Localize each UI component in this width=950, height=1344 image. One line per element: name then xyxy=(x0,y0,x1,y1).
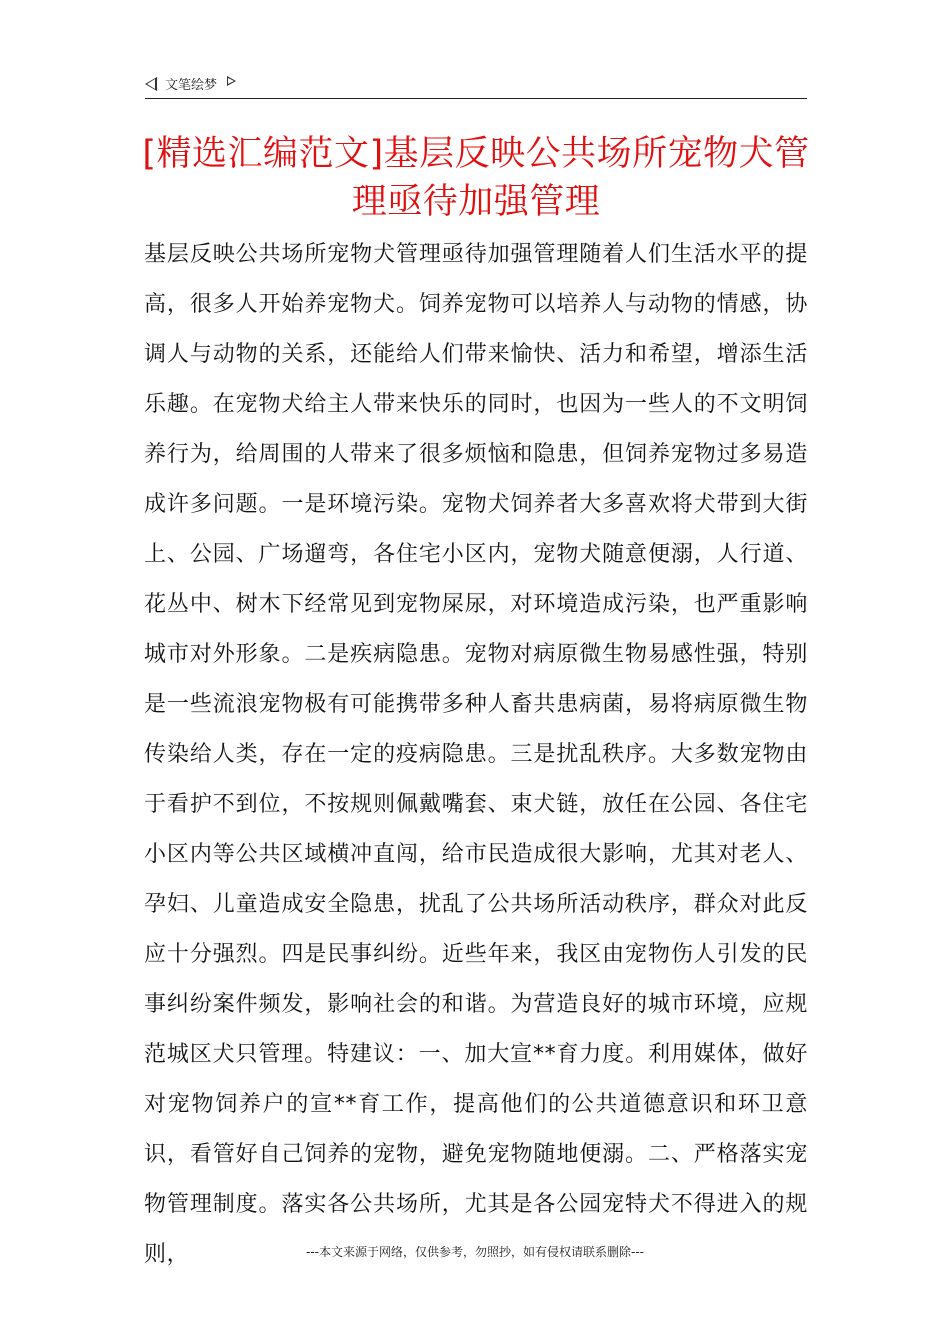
triangle-right-outline-icon xyxy=(227,76,236,86)
document-title: [精选汇编范文]基层反映公共场所宠物犬管理亟待加强管理 xyxy=(142,134,810,222)
page-header xyxy=(145,72,807,99)
footer-notice: ---本文来源于网络，仅供参考，勿照抄，如有侵权请联系删除--- xyxy=(306,1245,644,1259)
triangle-left-outline-icon xyxy=(145,77,157,91)
document-body: 基层反映公共场所宠物犬管理亟待加强管理随着人们生活水平的提高，很多人开始养宠物犬。饲养宠物可以培养人与动物的情感，协调人与动物的关系，还能给人们带来愉快、活力和希望，增添生活乐趣。在宠物犬给主人带来快乐的同时，也因为一些人的不文明饲养行为，给周围的人带来了很多烦恼和隐患，但饲养宠物过多易造成许多问题。一是环境污染。宠物犬饲养者大多喜欢将犬带到大街上、公园、广场遛弯，各住宅小区内，宠物犬随意便溺，人行道、花丛中、树木下经常见到宠物屎尿，对环境造成污染，也严重影响城市对外形象。二是疾病隐患。宠物对病原微生物易感性强，特别是一些流浪宠物极有可能携带多种人畜共患病菌，易将病原微生物传染给人类，存在一定的疫病隐患。三是扰乱秩序。大多数宠物由于看护不到位，不按规则佩戴嘴套、束犬链，放任在公园、各住宅小区内等公共区域横冲直闯，给市民造成很大影响，尤其对老人、孕妇、儿童造成安全隐患，扰乱了公共场所活动秩序，群众对此反应十分强烈。四是民事纠纷。近些年来，我区由宠物伤人引发的民事纠纷案件频发，影响社会的和谐。为营造良好的城市环境，应规范城区犬只管理。特建议：一、加大宣**育力度。利用媒体，做好对宠物饲养户的宣**育工作，提高他们的公共道德意识和环卫意识，看管好自己饲养的宠物，避免宠物随地便溺。二、严格落实宠物管理制度。落实各公共场所，尤其是各公园宠特犬不得进入的规则， xyxy=(144,242,808,1267)
header-label: 文笔绘梦 xyxy=(165,78,218,93)
header-brand xyxy=(145,74,236,93)
